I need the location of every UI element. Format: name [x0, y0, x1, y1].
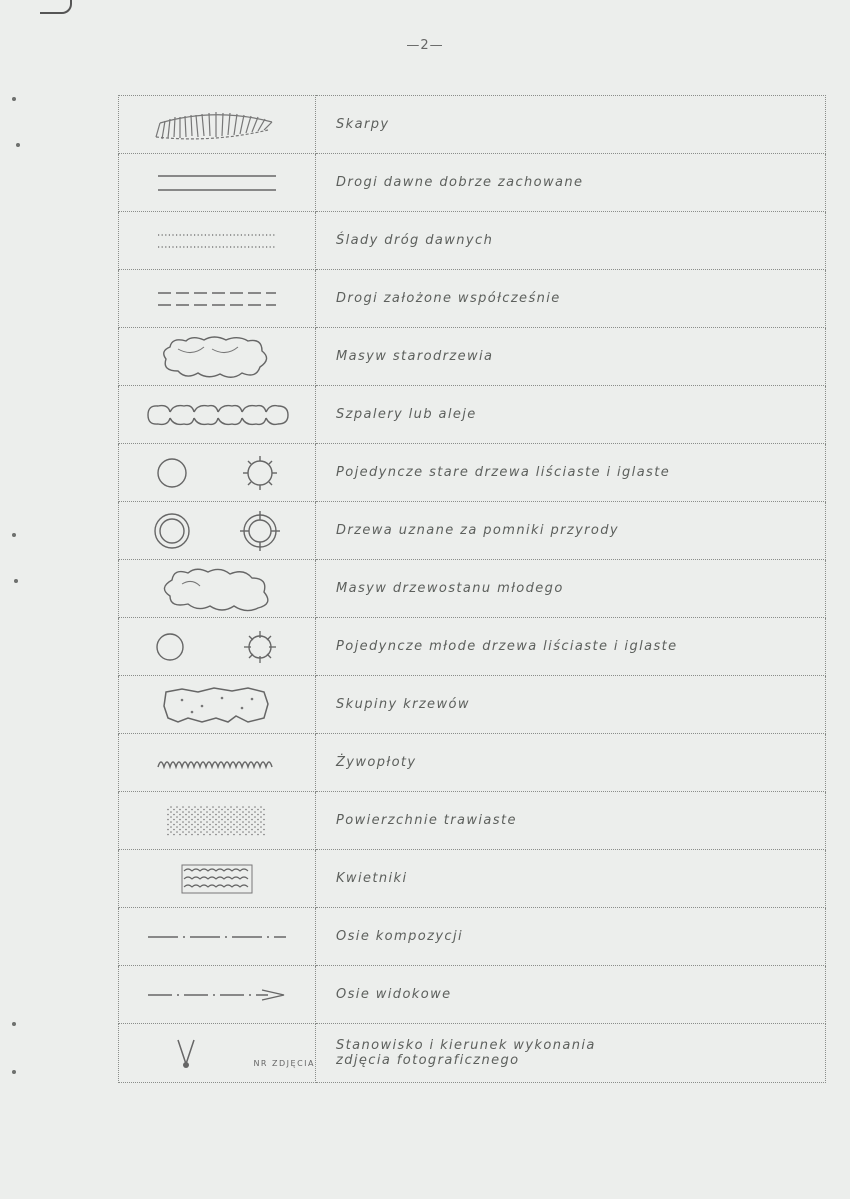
margin-dot — [12, 1022, 16, 1026]
old-tree-mass-icon — [152, 333, 282, 381]
margin-dot — [12, 1070, 16, 1074]
symbol-cell — [119, 1024, 316, 1083]
legend-row — [119, 502, 826, 560]
legend-label: Skupiny krzewów — [316, 676, 826, 734]
photo-number-label: NR ZDJĘCIA — [253, 1059, 315, 1068]
symbol-cell — [119, 560, 316, 618]
legend-row — [119, 734, 826, 792]
legend-row — [119, 96, 826, 154]
double-dotted-line-icon — [152, 226, 282, 256]
margin-dot — [12, 533, 16, 537]
legend-row — [119, 154, 826, 212]
symbol-cell — [119, 270, 316, 328]
legend-row — [119, 792, 826, 850]
legend-row — [119, 212, 826, 270]
legend-row — [119, 908, 826, 966]
shrub-group-icon — [152, 682, 282, 728]
legend-label-line2: zdjęcia fotograficznego — [336, 1053, 520, 1068]
grass-stipple-icon — [152, 801, 282, 841]
young-trees-icon — [142, 624, 292, 670]
escarpment-hatch-icon — [152, 103, 282, 147]
symbol-cell — [119, 618, 316, 676]
symbol-cell — [119, 212, 316, 270]
legend-label: Pojedyncze stare drzewa liściaste i iglaste — [316, 444, 826, 502]
legend-label-line1: Stanowisko i kierunek wykonania — [336, 1038, 596, 1053]
legend-label: Pojedyncze młode drzewa liściaste i iglaste — [316, 618, 826, 676]
symbol-cell — [119, 328, 316, 386]
legend-row — [119, 386, 826, 444]
symbol-cell — [119, 154, 316, 212]
symbol-cell — [119, 966, 316, 1024]
legend-label: Drogi założone współcześnie — [316, 270, 826, 328]
symbol-cell — [119, 502, 316, 560]
corner-mark — [40, 0, 72, 14]
legend-label: Żywopłoty — [316, 734, 826, 792]
legend-row — [119, 676, 826, 734]
legend-row — [119, 618, 826, 676]
dash-dot-axis-icon — [142, 927, 292, 947]
flowerbed-icon — [152, 859, 282, 899]
legend-row — [119, 850, 826, 908]
legend-label: Osie kompozycji — [316, 908, 826, 966]
legend-row — [119, 1024, 826, 1083]
legend-row — [119, 966, 826, 1024]
legend-label: Kwietniki — [316, 850, 826, 908]
page-number: —2— — [406, 38, 444, 53]
margin-dot — [14, 579, 18, 583]
legend-label: Osie widokowe — [316, 966, 826, 1024]
margin-dot — [12, 97, 16, 101]
legend-row — [119, 444, 826, 502]
legend-label: Masyw starodrzewia — [316, 328, 826, 386]
tree-row-icon — [142, 400, 292, 430]
symbol-cell — [119, 734, 316, 792]
legend-label — [316, 1024, 826, 1083]
legend-label: Powierzchnie trawiaste — [316, 792, 826, 850]
symbol-cell — [119, 386, 316, 444]
legend-row — [119, 270, 826, 328]
legend-label: Drogi dawne dobrze zachowane — [316, 154, 826, 212]
dash-dot-arrow-icon — [142, 985, 292, 1005]
legend-label: Ślady dróg dawnych — [316, 212, 826, 270]
symbol-cell — [119, 676, 316, 734]
monument-trees-icon — [142, 507, 292, 555]
margin-dot — [16, 143, 20, 147]
legend-label: Szpalery lub aleje — [316, 386, 826, 444]
symbol-cell — [119, 908, 316, 966]
symbol-cell — [119, 444, 316, 502]
symbol-cell — [119, 96, 316, 154]
symbol-cell — [119, 850, 316, 908]
legend-row — [119, 560, 826, 618]
photo-viewpoint-icon — [174, 1036, 198, 1070]
legend-label: Skarpy — [316, 96, 826, 154]
old-trees-icon — [142, 450, 292, 496]
hedge-wave-icon — [152, 751, 282, 775]
legend-table — [118, 95, 826, 1083]
young-stand-mass-icon — [152, 564, 282, 614]
double-solid-line-icon — [152, 168, 282, 198]
legend-label: Masyw drzewostanu młodego — [316, 560, 826, 618]
double-dashed-line-icon — [152, 284, 282, 314]
legend-label: Drzewa uznane za pomniki przyrody — [316, 502, 826, 560]
legend-row — [119, 328, 826, 386]
symbol-cell — [119, 792, 316, 850]
